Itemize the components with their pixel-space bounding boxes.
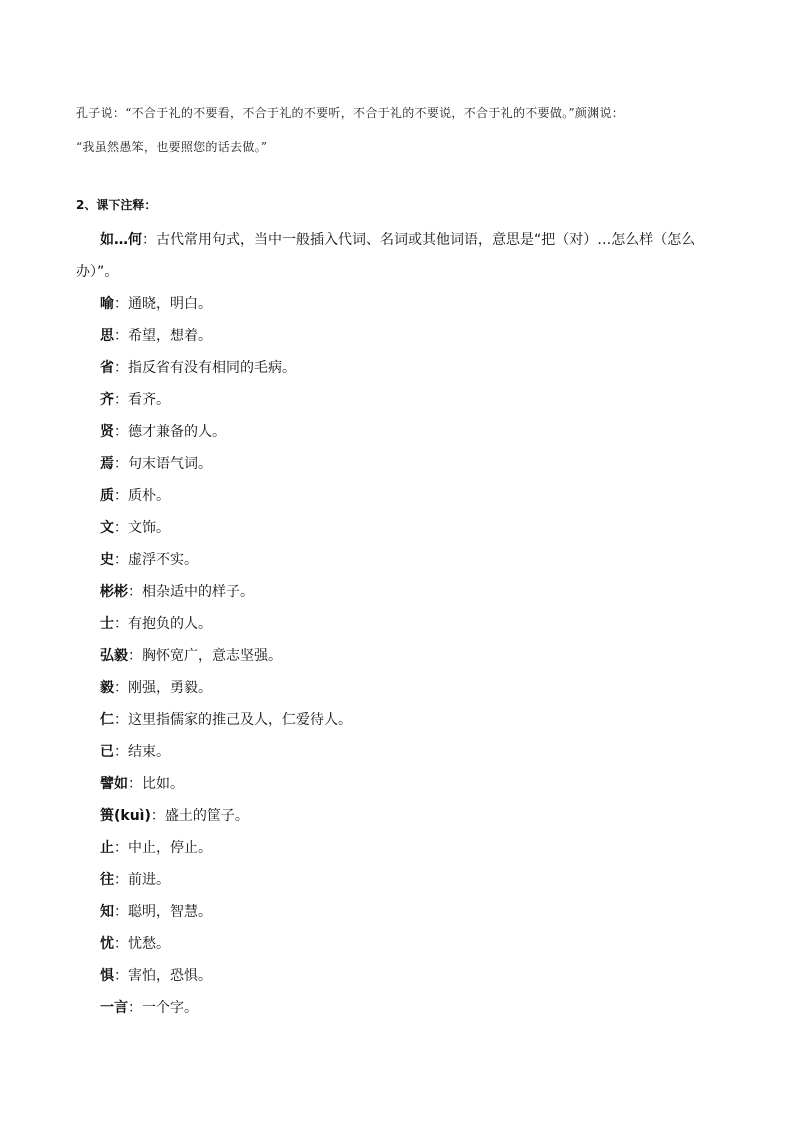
annotation-definition: ：忧愁。	[114, 936, 170, 952]
annotation-definition: ：句末语气词。	[114, 456, 212, 472]
annotation-definition: 古代常用句式，当中一般插入代词、名词或其他词语，意思是“把（对）…怎么样（怎么办）”。	[76, 232, 696, 280]
annotation-item	[76, 384, 726, 416]
annotation-entries	[76, 288, 726, 1024]
annotation-term: 忧	[100, 936, 114, 952]
annotation-item	[76, 736, 726, 768]
annotation-term: 贤	[100, 424, 114, 440]
annotation-term: 彬彬	[100, 584, 128, 600]
annotation-definition: ：通晓，明白。	[114, 296, 212, 312]
annotation-term: 篑(kuì)	[100, 808, 151, 824]
annotation-definition: ：看齐。	[114, 392, 170, 408]
annotation-term: 已	[100, 744, 114, 760]
translation-line-2: “我虽然愚笨，也要照您的话去做。”	[76, 140, 268, 154]
annotation-definition: ：虚浮不实。	[114, 552, 198, 568]
annotation-definition: ：相杂适中的样子。	[128, 584, 254, 600]
annotation-term: 如…何	[100, 232, 142, 248]
annotation-term: 史	[100, 552, 114, 568]
annotation-definition: ：刚强，勇毅。	[114, 680, 212, 696]
annotation-item	[76, 576, 726, 608]
annotation-item	[76, 704, 726, 736]
annotation-definition: ：希望，想着。	[114, 328, 212, 344]
annotation-item	[76, 448, 726, 480]
annotation-item	[76, 416, 726, 448]
annotation-item	[76, 832, 726, 864]
annotation-item	[76, 864, 726, 896]
annotation-definition: ：比如。	[128, 776, 184, 792]
annotation-item	[76, 960, 726, 992]
annotation-term: 文	[100, 520, 114, 536]
annotation-term: 质	[100, 488, 114, 504]
annotation-item	[76, 768, 726, 800]
annotation-definition: ：文饰。	[114, 520, 170, 536]
annotation-item	[76, 640, 726, 672]
annotation-definition: ：这里指儒家的推己及人，仁爱待人。	[114, 712, 352, 728]
annotation-term: 惧	[100, 968, 114, 984]
annotation-term: 士	[100, 616, 114, 632]
annotation-item	[76, 800, 726, 832]
annotation-list	[76, 224, 726, 1024]
annotation-item	[76, 352, 726, 384]
annotation-item	[76, 480, 726, 512]
annotation-definition: ：前进。	[114, 872, 170, 888]
annotation-item	[76, 512, 726, 544]
annotation-definition: ：聪明，智慧。	[114, 904, 212, 920]
annotation-term: 弘毅	[100, 648, 128, 664]
annotation-term: 思	[100, 328, 114, 344]
annotation-item	[76, 608, 726, 640]
translation-line-1: 孔子说：“不合于礼的不要看，不合于礼的不要听，不合于礼的不要说，不合于礼的不要做。”颜渊说：	[76, 106, 625, 120]
annotation-definition: ：结束。	[114, 744, 170, 760]
annotation-term: 喻	[100, 296, 114, 312]
annotation-term: 往	[100, 872, 114, 888]
annotation-definition: ：胸怀宽广，意志坚强。	[128, 648, 282, 664]
translation-paragraph	[76, 96, 726, 164]
annotation-term: 毅	[100, 680, 114, 696]
annotation-term: 焉	[100, 456, 114, 472]
annotation-item	[76, 672, 726, 704]
annotation-definition: ：一个字。	[128, 1000, 198, 1016]
annotation-definition: ：有抱负的人。	[114, 616, 212, 632]
annotation-definition: ：指反省有没有相同的毛病。	[114, 360, 296, 376]
annotation-item	[76, 320, 726, 352]
annotation-term: 齐	[100, 392, 114, 408]
annotation-term: 省	[100, 360, 114, 376]
annotation-item	[76, 928, 726, 960]
annotation-item	[76, 224, 726, 288]
annotation-term: 知	[100, 904, 114, 920]
section-heading: 2、课下注释：	[76, 198, 157, 212]
annotation-definition: ：德才兼备的人。	[114, 424, 226, 440]
annotation-definition: ：质朴。	[114, 488, 170, 504]
annotation-definition: ：盛土的筐子。	[150, 808, 249, 824]
annotation-definition: ：中止，停止。	[114, 840, 212, 856]
annotation-term: 止	[100, 840, 114, 856]
annotation-term: 譬如	[100, 776, 128, 792]
annotation-item	[76, 992, 726, 1024]
annotation-item	[76, 288, 726, 320]
annotation-term: 一言	[100, 1000, 128, 1016]
annotation-definition: ：害怕，恐惧。	[114, 968, 212, 984]
annotation-item	[76, 544, 726, 576]
annotation-item	[76, 896, 726, 928]
annotation-separator: ：	[142, 232, 156, 248]
annotation-term: 仁	[100, 712, 114, 728]
